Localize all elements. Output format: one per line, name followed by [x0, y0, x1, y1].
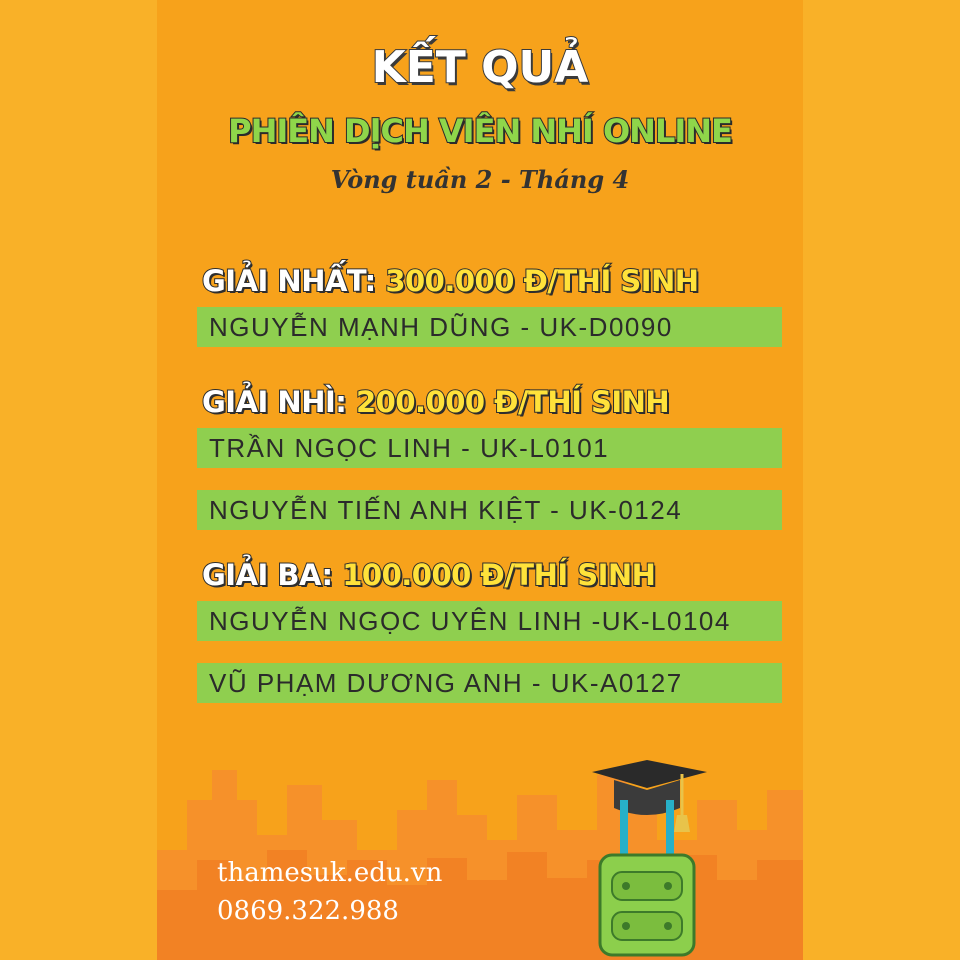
- winner-row: TRẦN NGỌC LINH - UK-L0101: [197, 428, 782, 468]
- prize-label: GIẢI NHẤT:: [202, 264, 376, 298]
- second-prize-heading: [202, 385, 669, 419]
- prize-amount: 100.000 Đ/THÍ SINH: [342, 558, 656, 592]
- third-prize-heading: [202, 558, 655, 592]
- winner-row: NGUYỄN MẠNH DŨNG - UK-D0090: [197, 307, 782, 347]
- graduation-luggage-icon: [582, 760, 712, 960]
- first-prize-heading: [202, 264, 699, 298]
- winner-row: NGUYỄN TIẾN ANH KIỆT - UK-0124: [197, 490, 782, 530]
- website-text: thamesuk.edu.vn: [217, 858, 443, 888]
- phone-text: 0869.322.988: [217, 896, 399, 926]
- winner-row: VŨ PHẠM DƯƠNG ANH - UK-A0127: [197, 663, 782, 703]
- prize-label: GIẢI NHÌ:: [202, 385, 347, 419]
- result-poster: [157, 0, 803, 960]
- poster-title: KẾT QUẢ: [371, 42, 589, 93]
- poster-subtitle: PHIÊN DỊCH VIÊN NHÍ ONLINE: [228, 112, 732, 150]
- winner-row: NGUYỄN NGỌC UYÊN LINH -UK-L0104: [197, 601, 782, 641]
- prize-label: GIẢI BA:: [202, 558, 333, 592]
- round-label: Vòng tuần 2 - Tháng 4: [330, 165, 630, 194]
- prize-amount: 200.000 Đ/THÍ SINH: [355, 385, 670, 419]
- prize-amount: 300.000 Đ/THÍ SINH: [385, 264, 699, 298]
